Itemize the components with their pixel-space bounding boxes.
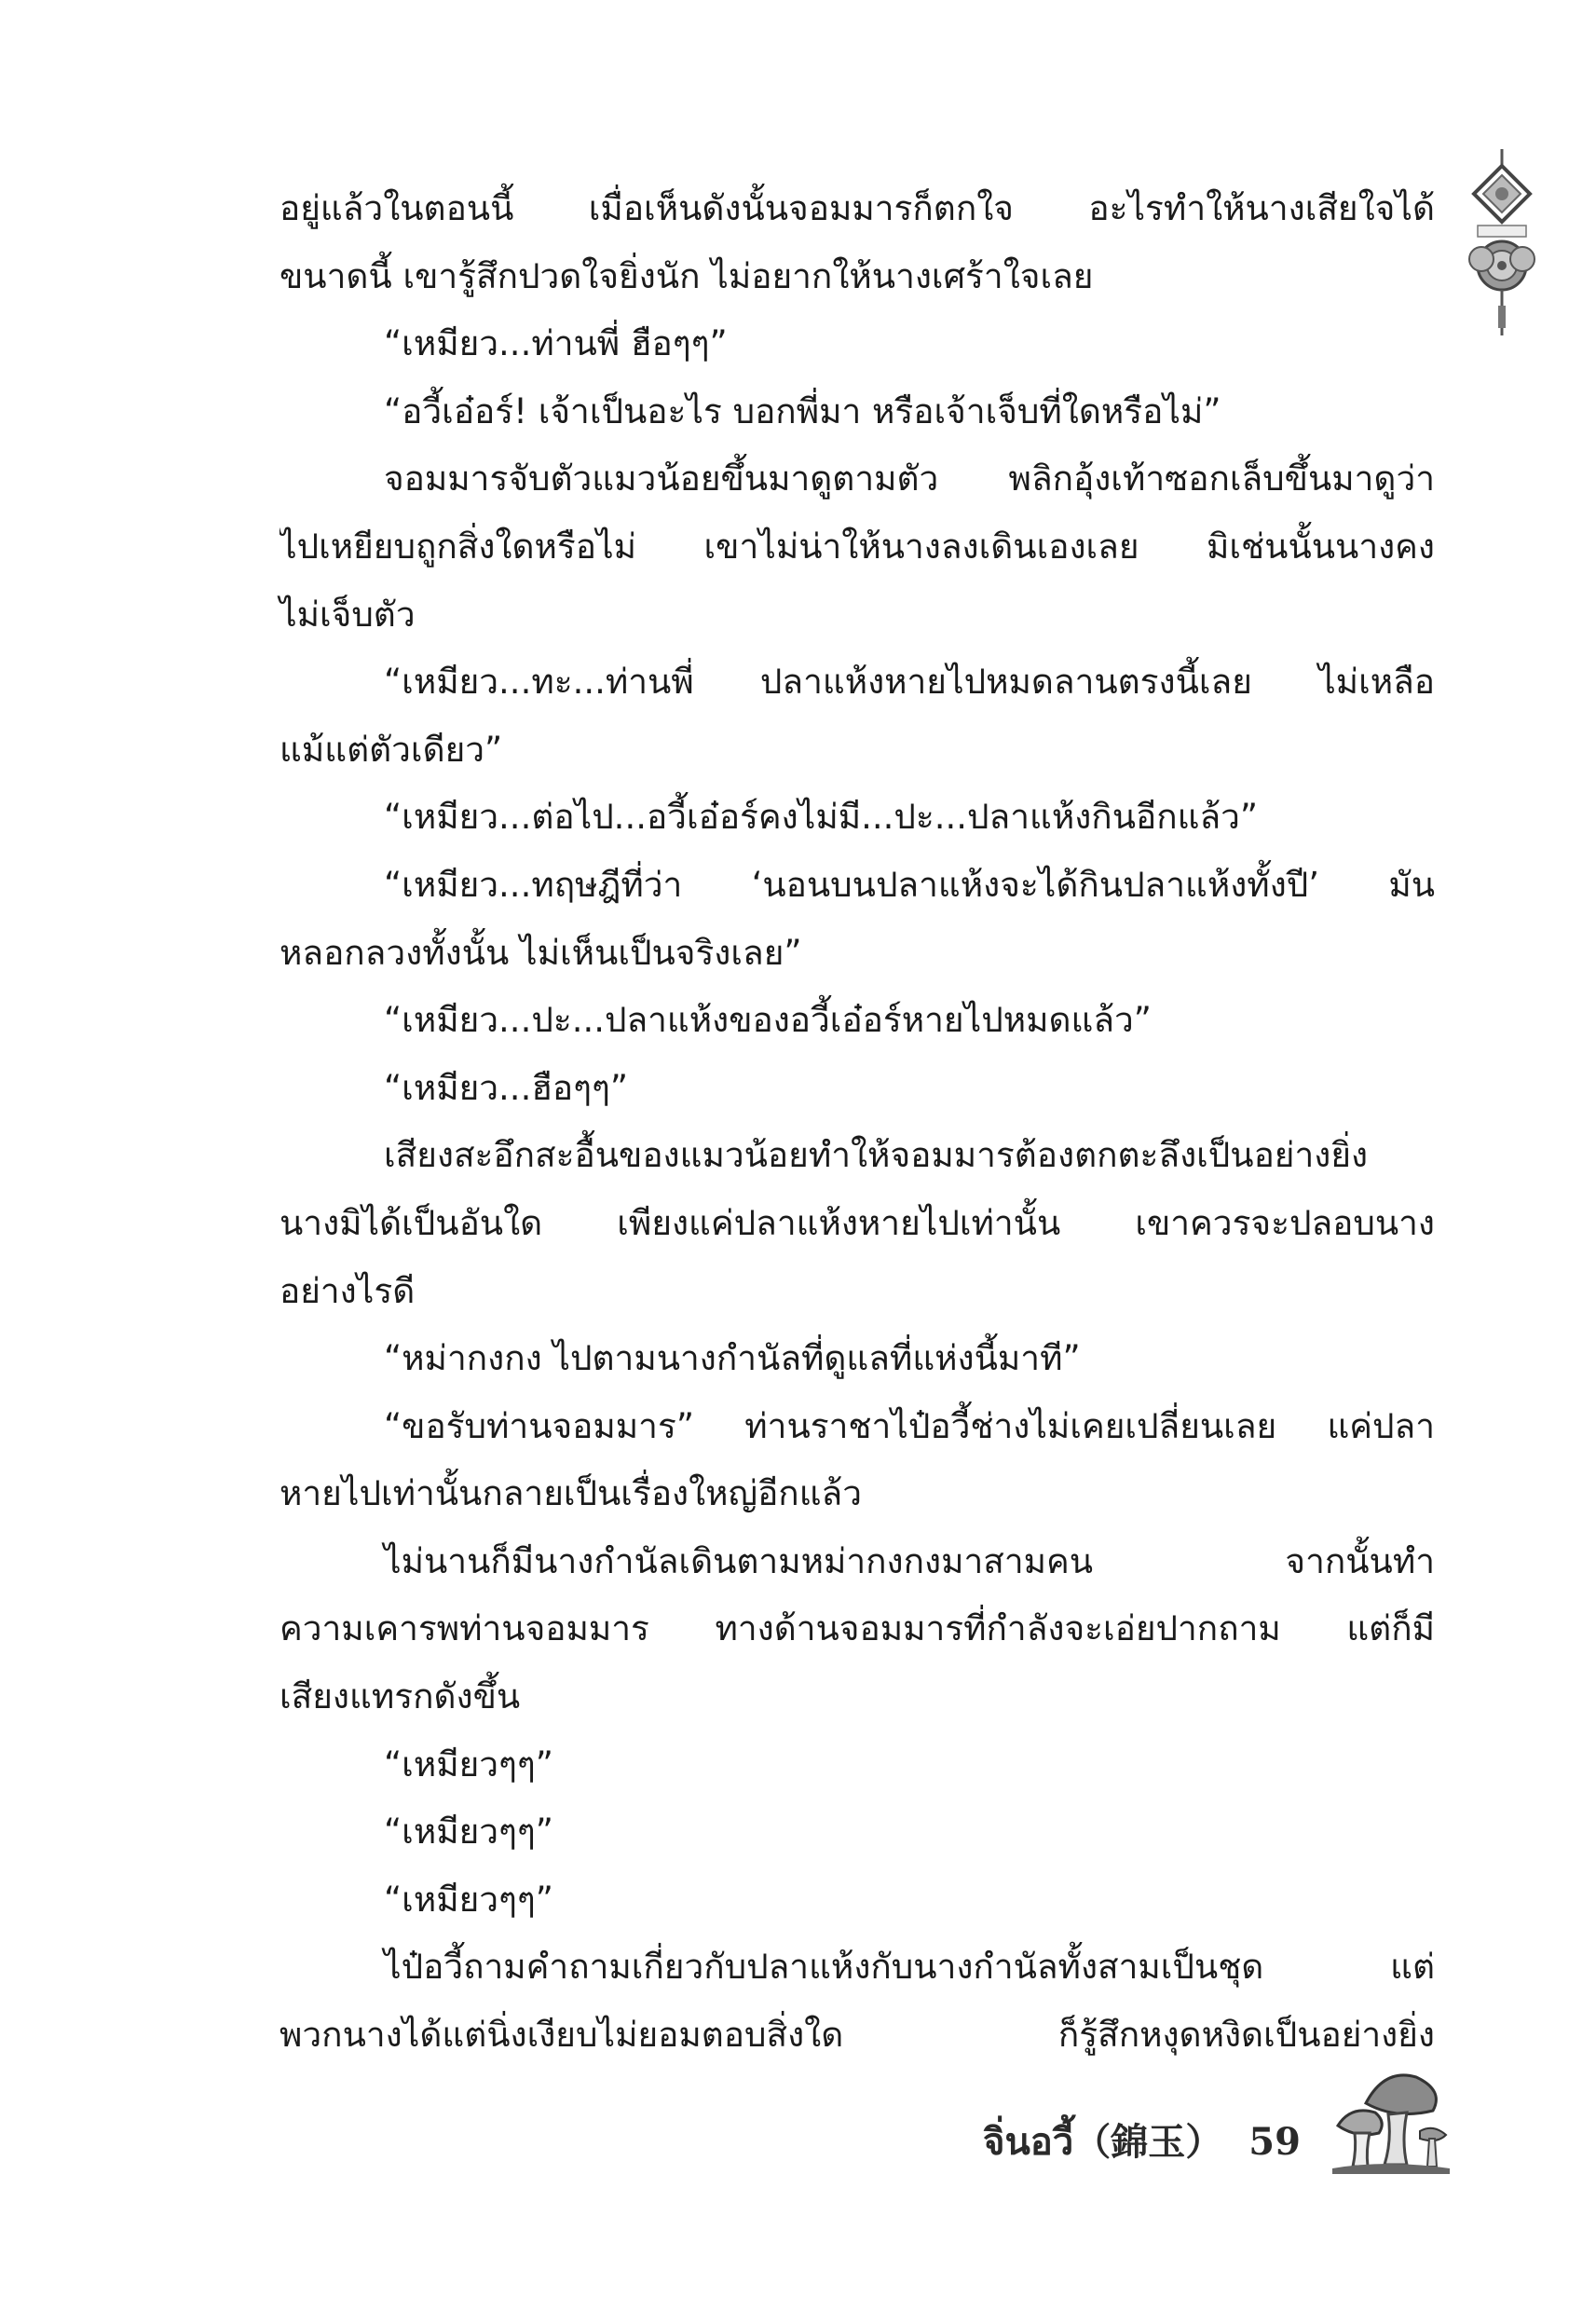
text-line: ความเคารพท่านจอมมาร ทางด้านจอมมารที่กำลังจะเอ่ยปากถาม แต่ก็มี — [280, 1608, 1435, 1649]
text-line: “เหมียว...ฮือๆๆ” — [384, 1067, 629, 1108]
text-line: จอมมารจับตัวแมวน้อยขึ้นมาดูตามตัว พลิกอุ้งเท้าซอกเล็บขึ้นมาดูว่า — [384, 458, 1435, 499]
text-line: “เหมียวๆๆ” — [384, 1744, 553, 1785]
body-text — [280, 175, 1435, 2070]
chinese-knot-ornament-icon — [1465, 149, 1539, 340]
text-line: ไปเหยียบถูกสิ่งใดหรือไม่ เขาไม่น่าให้นางลงเดินเองเลย มิเช่นนั้นนางคง — [280, 526, 1435, 567]
text-line: “เหมียว...ต่อไป...อวี้เอ๋อร์คงไม่มี...ปะ...ปลาแห้งกินอีกแล้ว” — [384, 797, 1259, 838]
text-line: พวกนางได้แต่นิ่งเงียบไม่ยอมตอบสิ่งใด ก็รู้สึกหงุดหงิดเป็นอย่างยิ่ง — [280, 2015, 1435, 2056]
page-number: 59 — [1248, 2120, 1301, 2164]
text-line: หลอกลวงทั้งนั้น ไม่เห็นเป็นจริงเลย” — [280, 932, 802, 973]
text-line: นางมิได้เป็นอันใด เพียงแค่ปลาแห้งหายไปเท่านั้น เขาควรจะปลอบนาง — [280, 1202, 1435, 1243]
text-line: “เหมียวๆๆ” — [384, 1812, 553, 1853]
text-line: อย่างไรดี — [280, 1270, 416, 1311]
text-line: “เหมียว...ปะ...ปลาแห้งของอวี้เอ๋อร์หายไปหมดแล้ว” — [384, 1000, 1152, 1041]
text-line: “เหมียว...ทฤษฎีที่ว่า ‘นอนบนปลาแห้งจะได้กินปลาแห้งทั้งปี’ มัน — [384, 864, 1435, 905]
text-line: “เหมียว...ท่านพี่ ฮือๆๆ” — [384, 323, 728, 364]
mushroom-icon — [1330, 2055, 1452, 2176]
text-line: แม้แต่ตัวเดียว” — [280, 729, 503, 770]
text-line: อยู่แล้วในตอนนี้ เมื่อเห็นดังนั้นจอมมารก็ตกใจ อะไรทำให้นางเสียใจได้ — [280, 188, 1435, 228]
text-line: ไป๋อวี้ถามคำถามเกี่ยวกับปลาแห้งกับนางกำนัลทั้งสามเป็นชุด แต่ — [384, 1947, 1435, 1988]
page-footer — [983, 2112, 1301, 2167]
text-line: หายไปเท่านั้นกลายเป็นเรื่องใหญ่อีกแล้ว — [280, 1473, 863, 1514]
text-line: “เหมียว...ทะ...ท่านพี่ ปลาแห้งหายไปหมดลานตรงนี้เลย ไม่เหลือ — [384, 662, 1435, 703]
book-title-chinese: （錦玉） — [1073, 2120, 1223, 2164]
text-line: ไม่นานก็มีนางกำนัลเดินตามหม่ากงกงมาสามคน จากนั้นทำ — [384, 1540, 1435, 1581]
book-title: จิ่นอวี้ — [983, 2120, 1074, 2164]
text-line: ขนาดนี้ เขารู้สึกปวดใจยิ่งนัก ไม่อยากให้นางเศร้าใจเลย — [280, 255, 1094, 296]
text-line: “อวี้เอ๋อร์! เจ้าเป็นอะไร บอกพี่มา หรือเจ้าเจ็บที่ใดหรือไม่” — [384, 390, 1221, 431]
text-line: “ขอรับท่านจอมมาร” ท่านราชาไป๋อวี้ช่างไม่เคยเปลี่ยนเลย แค่ปลา — [384, 1405, 1435, 1446]
text-line: เสียงแทรกดังขึ้น — [280, 1676, 521, 1717]
text-line: “หม่ากงกง ไปตามนางกำนัลที่ดูแลที่แห่งนี้มาที” — [384, 1338, 1081, 1379]
text-line: เสียงสะอึกสะอื้นของแมวน้อยทำให้จอมมารต้องตกตะลึงเป็นอย่างยิ่ง — [384, 1135, 1369, 1176]
text-line: “เหมียวๆๆ” — [384, 1879, 553, 1920]
text-line: ไม่เจ็บตัว — [280, 594, 416, 635]
